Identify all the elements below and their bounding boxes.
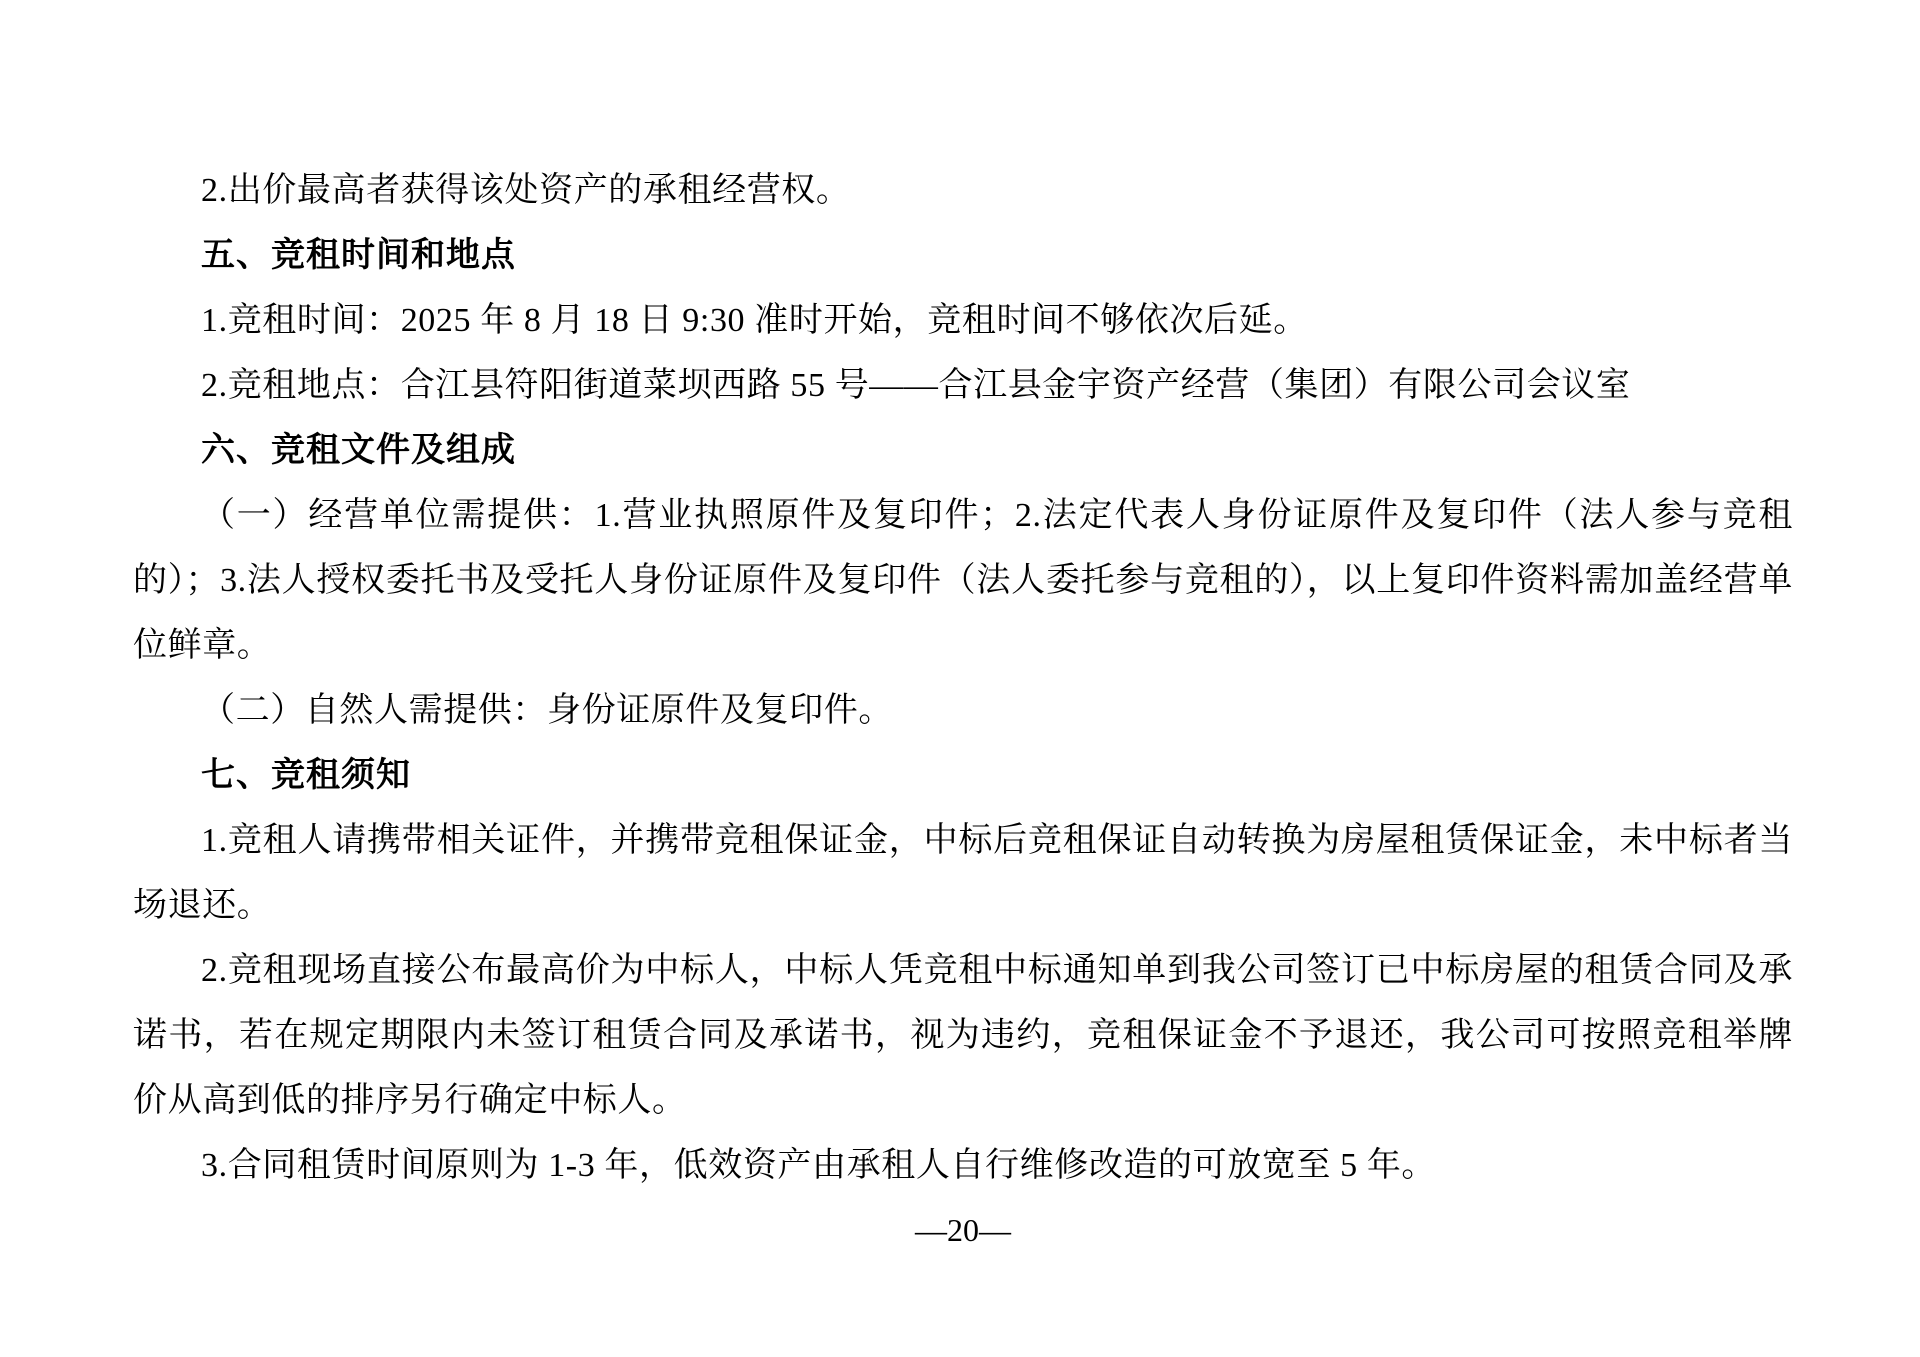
paragraph-lease-term-notice: 3.合同租赁时间原则为 1-3 年，低效资产由承租人自行维修改造的可放宽至 5 年。 xyxy=(201,1147,1437,1184)
section-heading-5-time-and-place: 五、竞租时间和地点 xyxy=(201,236,516,274)
paragraph-bid-winner-rule: 2.出价最高者获得该处资产的承租经营权。 xyxy=(201,172,851,209)
paragraph-bidding-time: 1.竞租时间：2025 年 8 月 18 日 9:30 准时开始，竞租时间不够依次后延。 xyxy=(201,302,1308,339)
document-body xyxy=(133,158,1793,1198)
paragraph-business-unit-requirements: （一）经营单位需提供：1.营业执照原件及复印件；2.法定代表人身份证原件及复印件（法人参与竞租的）；3.法人授权委托书及受托人身份证原件及复印件（法人委托参与竞租的），以上复印件资料需加盖经营单位鲜章。 xyxy=(133,497,1793,664)
page-number: —20— xyxy=(915,1212,1011,1248)
paragraph-deposit-notice: 1.竞租人请携带相关证件，并携带竞租保证金，中标后竞租保证自动转换为房屋租赁保证金，未中标者当场退还。 xyxy=(133,822,1793,924)
section-heading-7-notices: 七、竞租须知 xyxy=(201,756,411,794)
paragraph-bidding-location: 2.竞租地点：合江县符阳街道菜坝西路 55 号——合江县金宇资产经营（集团）有限公司会议室 xyxy=(201,367,1631,404)
paragraph-winner-announcement-notice: 2.竞租现场直接公布最高价为中标人，中标人凭竞租中标通知单到我公司签订已中标房屋的租赁合同及承诺书，若在规定期限内未签订租赁合同及承诺书，视为违约，竞租保证金不予退还，我公司可按照竞租举牌价从高到低的排序另行确定中标人。 xyxy=(133,952,1793,1119)
paragraph-natural-person-requirements: （二）自然人需提供：身份证原件及复印件。 xyxy=(201,692,893,729)
section-heading-6-documents: 六、竞租文件及组成 xyxy=(201,431,516,469)
